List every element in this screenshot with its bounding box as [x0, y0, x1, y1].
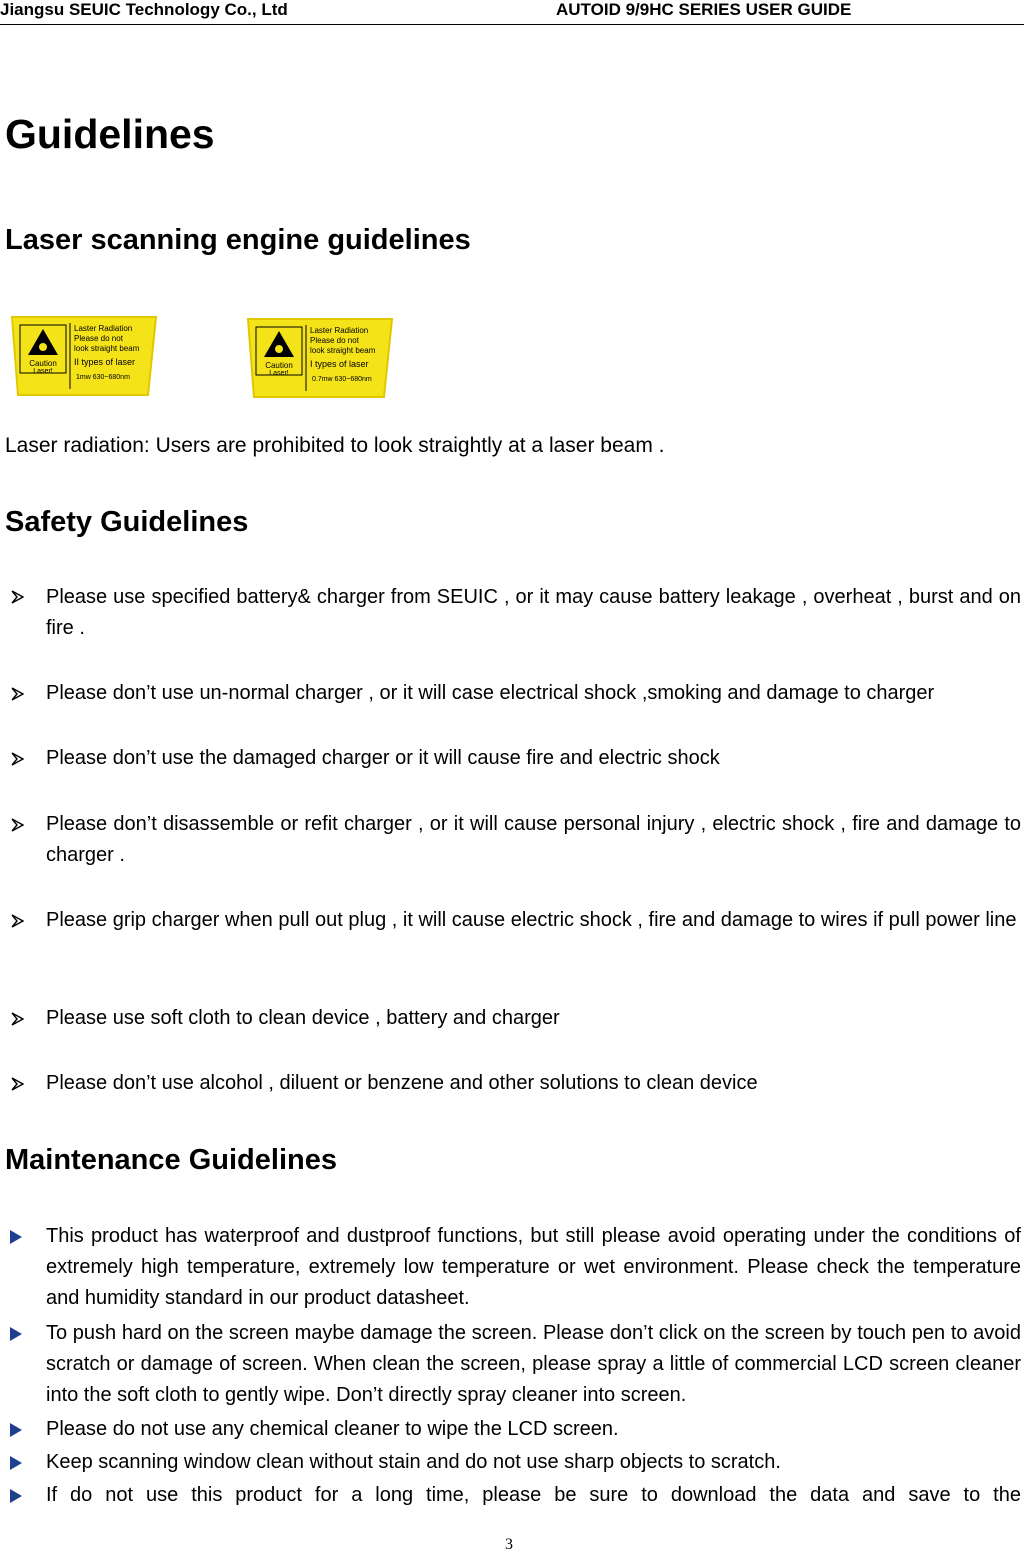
label-spec: 0.7mw 630~680nm — [312, 376, 372, 383]
arrow-bullet-icon — [10, 752, 24, 766]
label-warn1: Please do not — [74, 334, 123, 343]
triangle-bullet-icon — [10, 1456, 22, 1470]
safety-heading: Safety Guidelines — [5, 506, 249, 538]
safety-item: Please don’t use the damaged charger or it will cause fire and electric shock — [46, 747, 720, 769]
label-caution: Caution — [29, 359, 57, 368]
safety-item: Please don’t use un-normal charger , or it will case electrical shock ,smoking and damage to charger — [46, 682, 935, 704]
label-type: I types of laser — [310, 359, 369, 369]
arrow-bullet-icon — [10, 1077, 24, 1091]
maintenance-item: Please do not use any chemical cleaner to wipe the LCD screen. — [46, 1418, 619, 1440]
header-guide-title: AUTOID 9/9HC SERIES USER GUIDE — [556, 0, 852, 19]
arrow-bullet-icon — [10, 687, 24, 701]
label-warn1: Please do not — [310, 336, 359, 345]
page-number: 3 — [505, 1536, 513, 1553]
label-caution: Caution — [265, 361, 293, 370]
maintenance-item: To push hard on the screen maybe damage the screen. Please don’t click on the screen by touch pen to avoid scratch or damage of screen. When clean the screen, please spray a little of commercial LCD screen cleaner into the soft cloth to gently wipe. Don’t directly spray cleaner into screen. — [46, 1322, 1021, 1406]
arrow-bullet-icon — [10, 1012, 24, 1026]
maintenance-item: This product has waterproof and dustproof functions, but still please avoid operating under the conditions of extremely high temperature, extremely low temperature or wet environment. Please check the temperature and humidity standard in our product datasheet. — [46, 1225, 1021, 1309]
laser-warning-label-2 — [246, 317, 394, 399]
laser-heading: Laser scanning engine guidelines — [5, 224, 471, 256]
maintenance-heading: Maintenance Guidelines — [5, 1144, 337, 1176]
page-title: Guidelines — [5, 111, 215, 157]
triangle-bullet-icon — [10, 1230, 22, 1244]
label-laser: Laser! — [33, 368, 53, 375]
label-warn2: look straight beam — [74, 344, 140, 353]
maintenance-item: Keep scanning window clean without stain and do not use sharp objects to scratch. — [46, 1451, 781, 1473]
laser-radiation-note: Laser radiation: Users are prohibited to look straightly at a laser beam . — [5, 434, 665, 457]
arrow-bullet-icon — [10, 914, 24, 928]
safety-item: Please don’t disassemble or refit charger , or it will cause personal injury , electric shock , fire and damage to charger . — [46, 813, 1021, 866]
arrow-bullet-icon — [10, 590, 24, 604]
triangle-bullet-icon — [10, 1327, 22, 1341]
label-radiation: Laster Radiation — [74, 324, 133, 333]
header-divider — [0, 24, 1024, 25]
safety-item: Please don’t use alcohol , diluent or benzene and other solutions to clean device — [46, 1072, 758, 1094]
safety-item: Please use soft cloth to clean device , battery and charger — [46, 1007, 560, 1029]
label-type: II types of laser — [74, 357, 136, 367]
safety-item: Please use specified battery& charger from SEUIC , or it may cause battery leakage , overheat , burst and on fire . — [46, 586, 1021, 639]
label-radiation: Laster Radiation — [310, 326, 369, 335]
triangle-bullet-icon — [10, 1489, 22, 1503]
arrow-bullet-icon — [10, 818, 24, 832]
label-warn2: look straight beam — [310, 346, 376, 355]
header-company: Jiangsu SEUIC Technology Co., Ltd — [0, 0, 288, 19]
maintenance-item: If do not use this product for a long time, please be sure to download the data and save to the — [46, 1484, 1021, 1506]
label-laser: Laser! — [269, 370, 289, 377]
safety-item: Please grip charger when pull out plug , it will cause electric shock , fire and damage to wires if pull power line — [46, 909, 1017, 931]
label-spec: 1mw 630~680nm — [76, 374, 130, 381]
triangle-bullet-icon — [10, 1423, 22, 1437]
laser-warning-label-1 — [10, 315, 158, 397]
